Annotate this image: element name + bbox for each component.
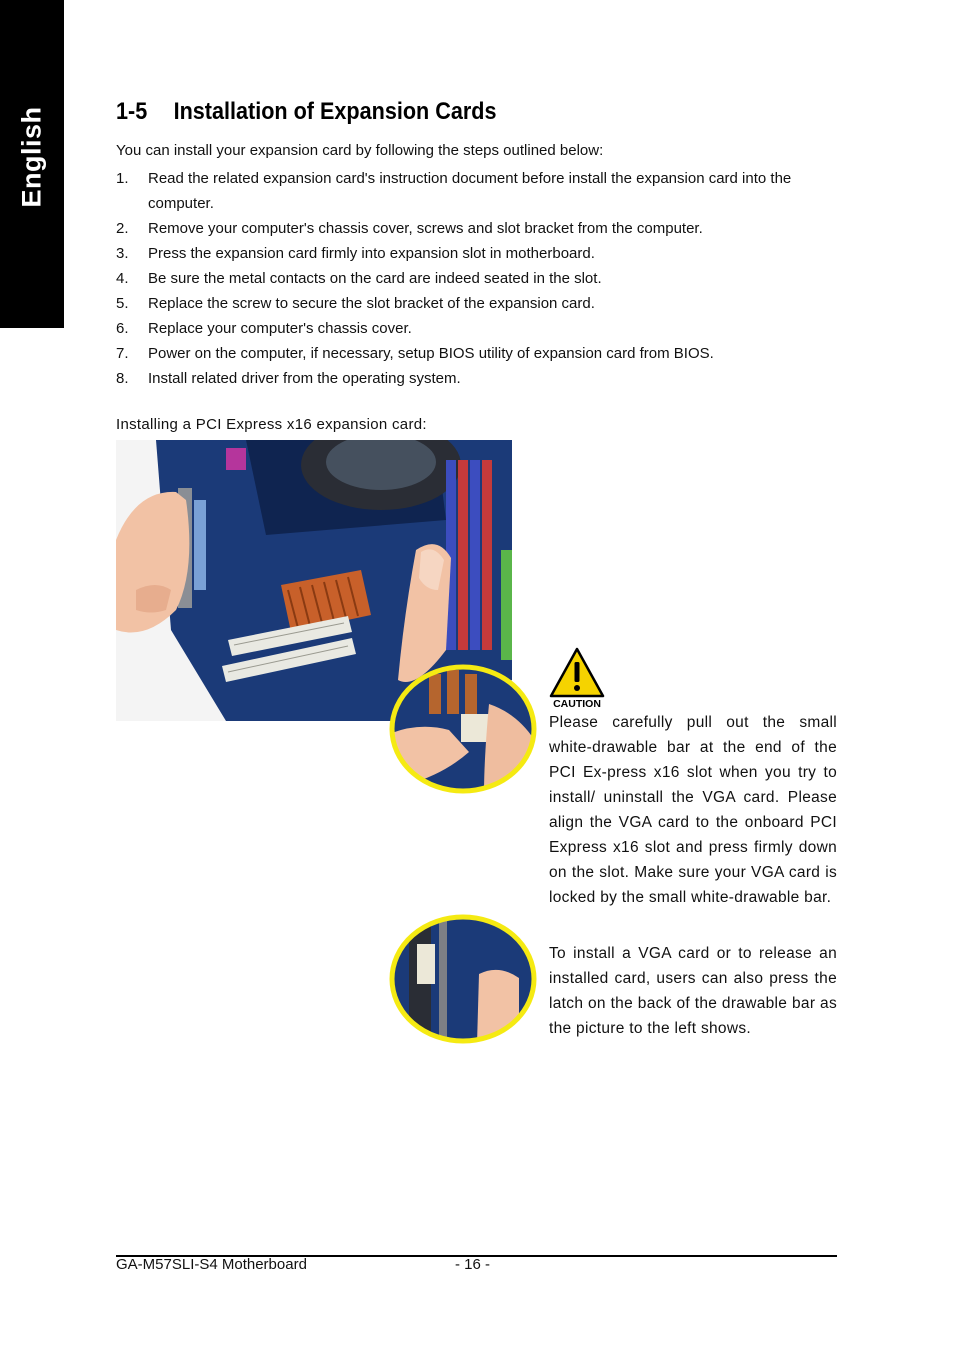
step-number: 2. — [116, 220, 129, 237]
caution-icon — [549, 646, 605, 708]
section-number: 1-5 — [116, 98, 148, 125]
list-item — [116, 241, 836, 266]
list-item — [116, 341, 836, 366]
step-text: Remove your computer's chassis cover, screws and slot bracket from the computer. — [148, 220, 703, 237]
list-item — [116, 366, 836, 391]
list-item — [116, 316, 836, 341]
caution-label: CAUTION — [553, 698, 601, 708]
step-text: Power on the computer, if necessary, setup BIOS utility of expansion card from BIOS. — [148, 345, 714, 362]
steps-list — [116, 166, 836, 391]
section-title: Installation of Expansion Cards — [173, 98, 497, 125]
step-number: 7. — [116, 345, 129, 362]
language-tab — [0, 0, 64, 328]
step-text: Install related driver from the operating system. — [148, 370, 461, 387]
step-text: Replace your computer's chassis cover. — [148, 320, 412, 337]
latch-release-note: To install a VGA card or to release an installed card, users can also press the latch on the back of the drawable bar as the picture to the left shows. — [549, 945, 837, 1037]
step-text: Be sure the metal contacts on the card are indeed seated in the slot. — [148, 270, 602, 287]
step-number: 8. — [116, 370, 129, 387]
list-item — [116, 291, 836, 316]
step-number: 3. — [116, 245, 129, 262]
list-item — [116, 216, 836, 241]
step-text: Read the related expansion card's instruction document before install the expansion card into the computer. — [148, 170, 792, 212]
list-item — [116, 166, 836, 216]
step-number: 4. — [116, 270, 129, 287]
step-text: Replace the screw to secure the slot bracket of the expansion card. — [148, 295, 595, 312]
figure-label: Installing a PCI Express x16 expansion card: — [116, 416, 427, 433]
step-number: 5. — [116, 295, 129, 312]
step-text: Press the expansion card firmly into expansion slot in motherboard. — [148, 245, 595, 262]
intro-text: You can install your expansion card by following the steps outlined below: — [116, 142, 604, 159]
language-tab-label: English — [16, 106, 47, 208]
page-number: - 16 - — [455, 1256, 491, 1273]
latch-closeup-photo-1 — [389, 664, 537, 794]
step-number: 6. — [116, 320, 129, 337]
latch-closeup-photo-2 — [389, 914, 537, 1044]
section-heading — [116, 98, 496, 126]
list-item — [116, 266, 836, 291]
step-number: 1. — [116, 170, 129, 187]
caution-note: Please carefully pull out the small white-drawable bar at the end of the PCI Ex-press x16 slot when you try to install/ uninstall the VGA card. Please align the VGA card to the onboard PCI Express x16 slot and press firmly down on the slot. Make sure your VGA card is locked by the small white-drawable bar. — [549, 714, 837, 906]
footer-model: GA-M57SLI-S4 Motherboard — [116, 1256, 307, 1273]
